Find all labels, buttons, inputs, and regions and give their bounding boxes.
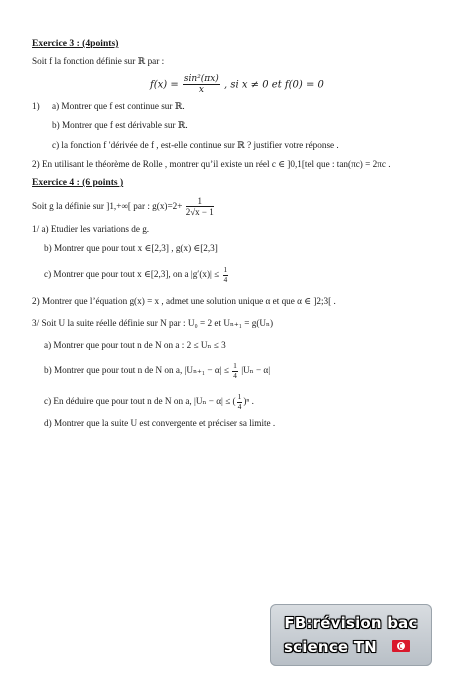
formula-lhs: f(x) = — [150, 79, 179, 91]
ex4-q1c-text: c) Montrer que pour tout x ∈[2,3], on a |g′(x)| ≤ — [44, 269, 220, 280]
exercise-3-title: Exercice 3 : (4points) — [32, 38, 119, 49]
function-f-definition — [150, 74, 324, 96]
ex4-q1c — [44, 266, 229, 284]
ex4-q3: 3/ Soit U la suite réelle définie sur N par : U₀ = 2 et Uₙ₊₁ = g(Uₙ) — [32, 318, 274, 328]
facebook-page-badge — [270, 604, 432, 666]
formula-denominator: x — [198, 85, 204, 96]
q3c-denominator: 4 — [237, 401, 242, 411]
ex3-q1a: a) Montrer que f est continue sur ℝ. — [52, 101, 185, 111]
q3c-numerator: 1 — [237, 392, 242, 401]
q1-number: 1) — [32, 101, 40, 111]
ex4-q1a: 1/ a) Etudier les variations de g. — [32, 224, 150, 234]
exercise-4-title: Exercice 4 : (6 points ) — [32, 177, 124, 188]
ex4-q1b: b) Montrer que pour tout x ∈[2,3] , g(x) ∈[2,3] — [44, 243, 218, 253]
q1c-numerator: 1 — [223, 265, 228, 274]
q1c-fraction — [223, 266, 229, 284]
ex4-q3c-text: c) En déduire que pour tout n de N on a, |Uₙ − α| ≤ ( — [44, 396, 236, 407]
ex3-q1b: b) Montrer que f est dérivable sur ℝ. — [52, 120, 188, 130]
q1c-denominator: 4 — [223, 274, 228, 284]
badge-line-2-text: science TN — [284, 638, 377, 656]
ex3-q2: 2) En utilisant le théorème de Rolle , montrer qu’il existe un réel c ∈ ]0,1[tel que : tan(πc) = 2πc . — [32, 159, 391, 169]
tunisia-flag-icon — [392, 640, 410, 652]
formula-rhs: , si x ≠ 0 et f(0) = 0 — [224, 79, 324, 91]
formula-fraction — [183, 74, 220, 96]
q3b-numerator: 1 — [233, 361, 237, 370]
q3b-fraction — [232, 362, 238, 380]
ex4-q3b-text: b) Montrer que pour tout n de N on a, |Uₙ₊₁ − α| ≤ — [44, 365, 229, 376]
exercise-3-intro: Soit f la fonction définie sur ℝ par : — [32, 56, 165, 66]
ex4-intro-text: Soit g la définie sur ]1,+∞[ par : g(x)=2+ — [32, 200, 183, 211]
ex4-q3a: a) Montrer que pour tout n de N on a : 2 ≤ Uₙ ≤ 3 — [44, 340, 226, 350]
g-fraction — [186, 196, 214, 218]
g-denominator: 2√x − 1 — [185, 207, 214, 218]
ex4-q3b-tail: |Uₙ − α| — [241, 365, 271, 376]
ex4-q3c — [44, 393, 254, 411]
g-numerator: 1 — [186, 196, 214, 207]
ex4-q2: 2) Montrer que l’équation g(x) = x , admet une solution unique α et que α ∈ ]2;3[ . — [32, 296, 336, 306]
q3c-fraction — [237, 393, 243, 411]
ex4-q3b — [44, 362, 270, 380]
badge-line-1: FB:révision bac — [284, 614, 418, 632]
ex3-q1c: c) la fonction f ′dérivée de f , est-elle continue sur ℝ ? justifier votre réponse . — [52, 140, 339, 150]
ex4-intro — [32, 196, 215, 218]
ex4-q3c-tail: )ⁿ . — [243, 396, 254, 407]
formula-numerator: sin²(πx) — [183, 74, 219, 84]
ex4-q3d: d) Montrer que la suite U est convergente et préciser sa limite . — [44, 418, 276, 428]
q3b-denominator: 4 — [233, 370, 237, 380]
